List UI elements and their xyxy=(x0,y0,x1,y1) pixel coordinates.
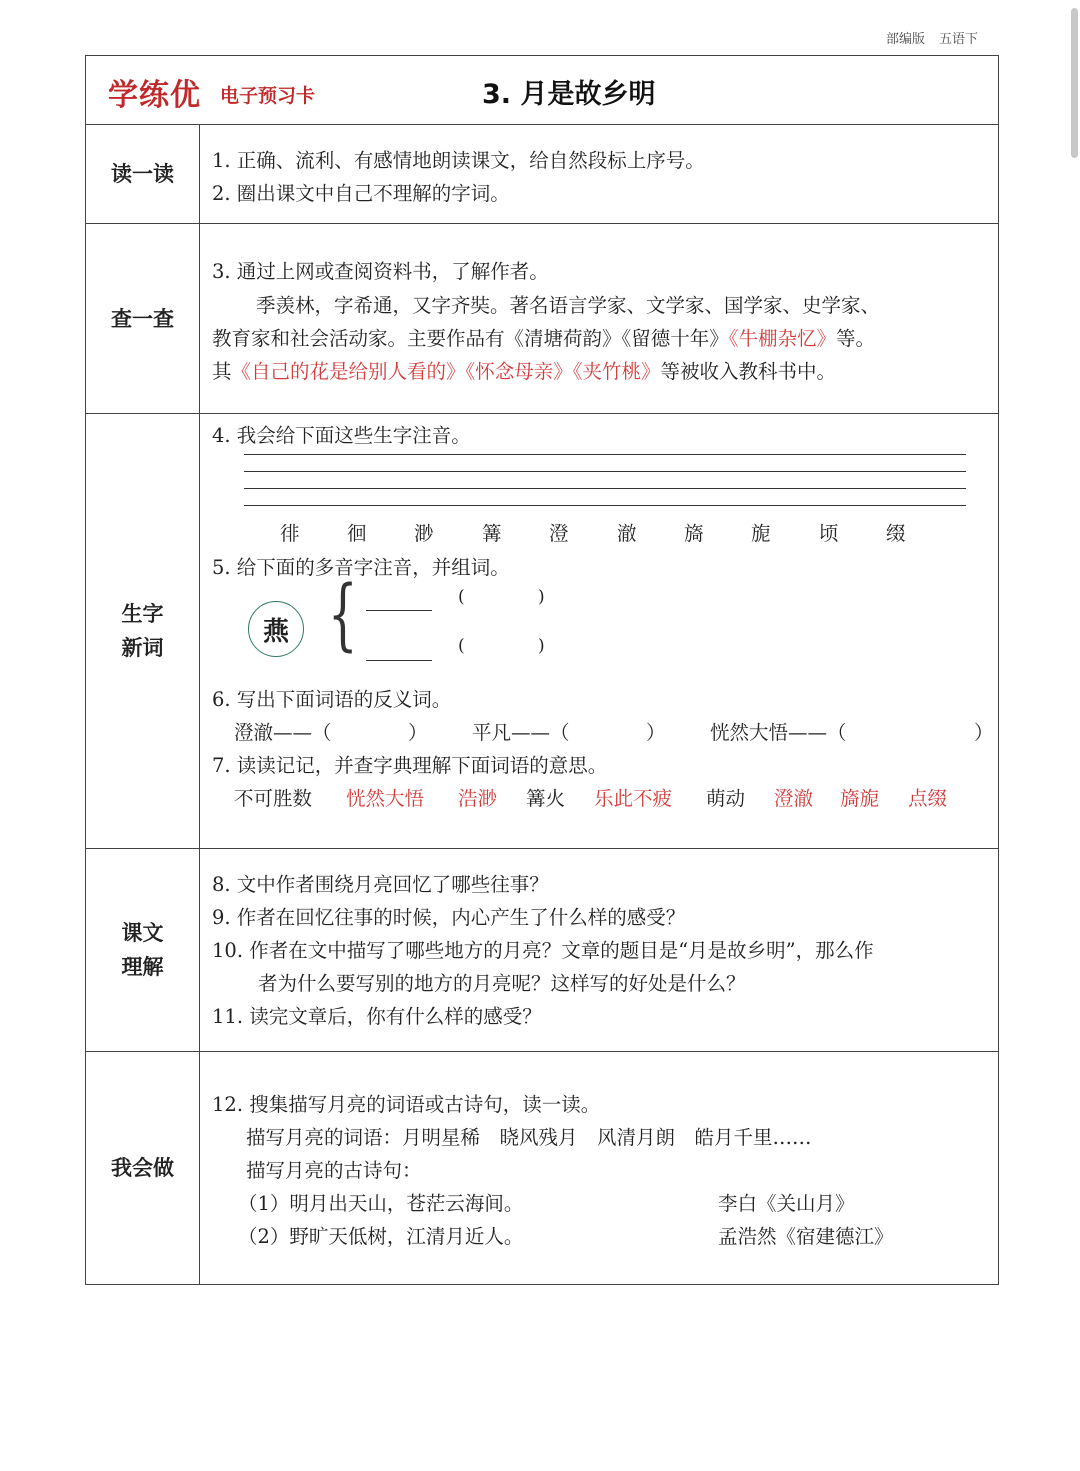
q12-text: 12. 搜集描写月亮的词语或古诗句，读一读。 xyxy=(212,1093,601,1116)
vocab-1: 不可胜数 xyxy=(234,787,313,810)
polyphone-char: 燕 xyxy=(262,616,289,647)
moon-poems-title: 描写月亮的古诗句： xyxy=(246,1159,422,1182)
author-bio-highlight-2: 《自己的花是给别人看的》《怀念母亲》《夹竹桃》 xyxy=(231,360,661,383)
char-1: 徘 xyxy=(280,522,300,545)
section-content-check xyxy=(200,224,998,413)
q10-text-line-2: 者为什么要写别的地方的月亮呢？这样写的好处是什么？ xyxy=(258,972,746,995)
vocab-2: 恍然大悟 xyxy=(346,787,425,810)
pinyin-line-3 xyxy=(244,488,966,489)
brand-logo-text: 学练优 xyxy=(108,78,201,113)
char-8: 旎 xyxy=(751,522,771,545)
q8-text: 8. 文中作者围绕月亮回忆了哪些往事？ xyxy=(212,873,549,896)
moon-words-line: 描写月亮的词语：月明星稀 晓风残月 风清月朗 皓月千里…… xyxy=(246,1126,812,1149)
antonym-3-close: ） xyxy=(974,721,994,744)
polyphone-paren-open-1: ( xyxy=(458,587,465,607)
author-bio-line-2c: 等。 xyxy=(836,327,876,350)
read-item-1: 1. 正确、流利、有感情地朗读课文，给自然段标上序号。 xyxy=(212,149,705,172)
check-question: 3. 通过上网或查阅资料书，了解作者。 xyxy=(212,260,549,283)
q4-text: 4. 我会给下面这些生字注音。 xyxy=(212,424,471,447)
polyphone-brace: { xyxy=(327,570,358,660)
char-6: 澈 xyxy=(617,522,637,545)
section-label-comprehension xyxy=(86,849,200,1051)
author-bio-line-2 xyxy=(212,323,875,351)
section-label-comprehension-2: 理解 xyxy=(121,955,164,979)
preview-card xyxy=(85,55,999,1285)
antonym-3: 恍然大悟——（ xyxy=(710,721,847,744)
vocab-8: 旖旎 xyxy=(840,787,880,810)
q5-text: 5. 给下面的多音字注音，并组词。 xyxy=(212,556,510,579)
char-5: 澄 xyxy=(549,522,569,545)
antonym-2: 平凡——（ xyxy=(472,721,570,744)
section-words xyxy=(86,414,998,849)
section-content-practice xyxy=(200,1052,998,1284)
section-label-words-2: 新词 xyxy=(121,636,164,660)
author-bio-highlight-1: 《牛棚杂忆》 xyxy=(728,327,837,350)
poem-1-source: 李白《关山月》 xyxy=(718,1192,855,1215)
scrollbar[interactable] xyxy=(1068,0,1080,166)
section-content-words xyxy=(200,414,998,848)
section-label-read: 读一读 xyxy=(86,125,200,223)
antonym-1: 澄澈——（ xyxy=(234,721,332,744)
poem-2-source: 孟浩然《宿建德江》 xyxy=(718,1225,894,1248)
grade-label: 五语下 xyxy=(939,32,979,47)
polyphone-paren-close-1: ) xyxy=(538,587,545,607)
q7-text: 7. 读读记记，并查字典理解下面词语的意思。 xyxy=(212,754,608,777)
q10-text-line-1: 10. 作者在文中描写了哪些地方的月亮？文章的题目是“月是故乡明”，那么作 xyxy=(212,939,874,962)
section-label-words xyxy=(86,414,200,848)
author-bio-line-3c: 等被收入教科书中。 xyxy=(660,360,837,383)
q9-text: 9. 作者在回忆往事的时候，内心产生了什么样的感受？ xyxy=(212,906,686,929)
antonym-1-close: ） xyxy=(408,721,428,744)
char-7: 旖 xyxy=(684,522,704,545)
title-row xyxy=(86,56,998,125)
read-item-2: 2. 圈出课文中自己不理解的字词。 xyxy=(212,182,510,205)
section-label-words-1: 生字 xyxy=(121,602,164,626)
section-practice xyxy=(86,1052,998,1284)
lesson-title: 3. 月是故乡明 xyxy=(482,79,656,110)
vocab-4: 篝火 xyxy=(526,787,566,810)
poem-1: （1）明月出天山，苍茫云海间。 xyxy=(238,1192,524,1215)
polyphone-char-circle xyxy=(248,601,304,657)
edition-label: 部编版 xyxy=(886,32,926,47)
char-2: 徊 xyxy=(347,522,367,545)
pinyin-line-1 xyxy=(244,454,966,455)
section-label-practice: 我会做 xyxy=(86,1052,200,1284)
pinyin-line-2 xyxy=(244,471,966,472)
author-bio-line-3 xyxy=(212,356,836,384)
section-content-read xyxy=(200,125,998,223)
brand-subtitle: 电子预习卡 xyxy=(220,85,316,107)
section-check xyxy=(86,224,998,414)
author-bio-line-3a: 其 xyxy=(212,360,232,383)
char-3: 渺 xyxy=(414,522,434,545)
section-content-comprehension xyxy=(200,849,998,1051)
polyphone-paren-open-2: ( xyxy=(458,636,465,656)
q11-text: 11. 读完文章后，你有什么样的感受？ xyxy=(212,1005,542,1028)
author-bio-line-1: 季羡林，字希通，又字齐奘。著名语言学家、文学家、国学家、史学家、 xyxy=(256,294,881,317)
author-bio-line-2a: 教育家和社会活动家。主要作品有《清塘荷韵》《留德十年》 xyxy=(212,327,729,350)
polyphone-paren-close-2: ) xyxy=(538,636,545,656)
vocab-5: 乐此不疲 xyxy=(594,787,673,810)
edition-tag xyxy=(886,28,992,47)
poem-2: （2）野旷天低树，江清月近人。 xyxy=(238,1225,524,1248)
scrollbar-thumb[interactable] xyxy=(1071,8,1078,158)
antonym-2-close: ） xyxy=(646,721,666,744)
vocab-9: 点缀 xyxy=(908,787,948,810)
section-label-comprehension-1: 课文 xyxy=(121,921,164,945)
section-label-check: 查一查 xyxy=(86,224,200,413)
vocab-6: 萌动 xyxy=(706,787,746,810)
char-9: 顷 xyxy=(819,522,839,545)
vocab-3: 浩渺 xyxy=(458,787,498,810)
q6-text: 6. 写出下面词语的反义词。 xyxy=(212,688,452,711)
char-4: 篝 xyxy=(482,522,502,545)
section-comprehension xyxy=(86,849,998,1052)
polyphone-pinyin-blank-1[interactable] xyxy=(366,610,432,611)
vocab-7: 澄澈 xyxy=(774,787,814,810)
section-read xyxy=(86,125,998,224)
char-10: 缀 xyxy=(886,522,906,545)
pinyin-line-4 xyxy=(244,505,966,506)
polyphone-pinyin-blank-2[interactable] xyxy=(366,660,432,661)
